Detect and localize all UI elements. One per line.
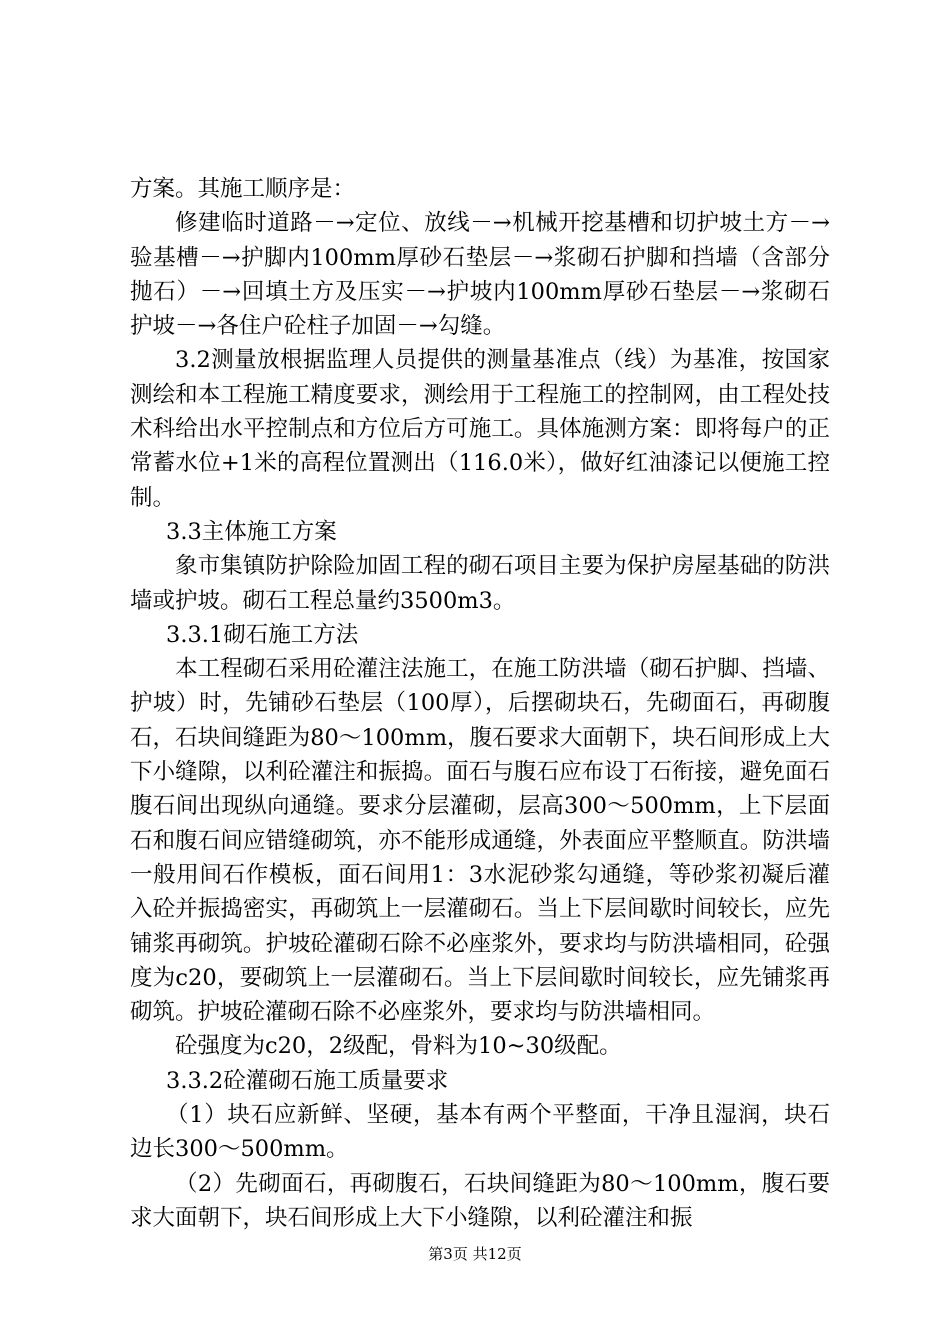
paragraph-8: 砼强度为c20，2级配，骨料为10~30级配。	[175, 1033, 622, 1060]
requirement-item-1: （1）块石应新鲜、坚硬，基本有两个平整面，干净且湿润，块石边长300～500mm。	[130, 1102, 830, 1163]
paragraph-5: 象市集镇防护除险加固工程的砌石项目主要为保护房屋基础的防洪墙或护坡。砌石工程总量约3500m3。	[130, 553, 830, 614]
paragraph-2: 修建临时道路－→定位、放线－→机械开挖基槽和切护坡土方－→验基槽－→护脚内100mm厚砂石垫层－→浆砌石护脚和挡墙（含部分抛石）－→回填土方及压实－→护坡内100mm厚砂石垫层－→浆砌石护坡－→各住户砼柱子加固－→勾缝。	[130, 210, 830, 340]
section-heading-3-3-2: 3.3.2砼灌砌石施工质量要求	[166, 1067, 449, 1094]
requirement-item-2: （2）先砌面石，再砌腹石，石块间缝距为80～100mm，腹石要求大面朝下，块石间形成上大下小缝隙，以利砼灌注和振	[130, 1170, 830, 1231]
page-footer: 第3页 共12页	[428, 1245, 522, 1263]
section-heading-3-3-1: 3.3.1砌石施工方法	[166, 621, 359, 648]
document-body	[130, 172, 830, 1235]
paragraph-7: 本工程砌石采用砼灌注法施工，在施工防洪墙（砌石护脚、挡墙、护坡）时，先铺砂石垫层（100厚），后摆砌块石，先砌面石，再砌腹石，石块间缝距为80～100mm，腹石要求大面朝下，块石间形成上大下小缝隙，以利砼灌注和振捣。面石与腹石应布设丁石衔接，避免面石腹石间出现纵向通缝。要求分层灌砌，层高300～500mm，上下层面石和腹石间应错缝砌筑，亦不能形成通缝，外表面应平整顺直。防洪墙一般用间石作模板，面石间用1：3水泥砂浆勾通缝，等砂浆初凝后灌入砼并振捣密实，再砌筑上一层灌砌石。当上下层间歇时间较长，应先铺浆再砌筑。护坡砼灌砌石除不必座浆外，要求均与防洪墙相同，砼强度为c20，要砌筑上一层灌砌石。当上下层间歇时间较长，应先铺浆再砌筑。护坡砼灌砌石除不必座浆外，要求均与防洪墙相同。	[130, 656, 830, 1026]
paragraph-3: 3.2测量放根据监理人员提供的测量基准点（线）为基准，按国家测绘和本工程施工精度要求，测绘用于工程施工的控制网，由工程处技术科给出水平控制点和方位后方可施工。具体施测方案：即将每户的正常蓄水位+1米的高程位置测出（116.0米），做好红油漆记以便施工控制。	[130, 347, 830, 511]
section-heading-3-3: 3.3主体施工方案	[166, 518, 337, 545]
paragraph-1: 方案。其施工顺序是：	[130, 176, 356, 202]
